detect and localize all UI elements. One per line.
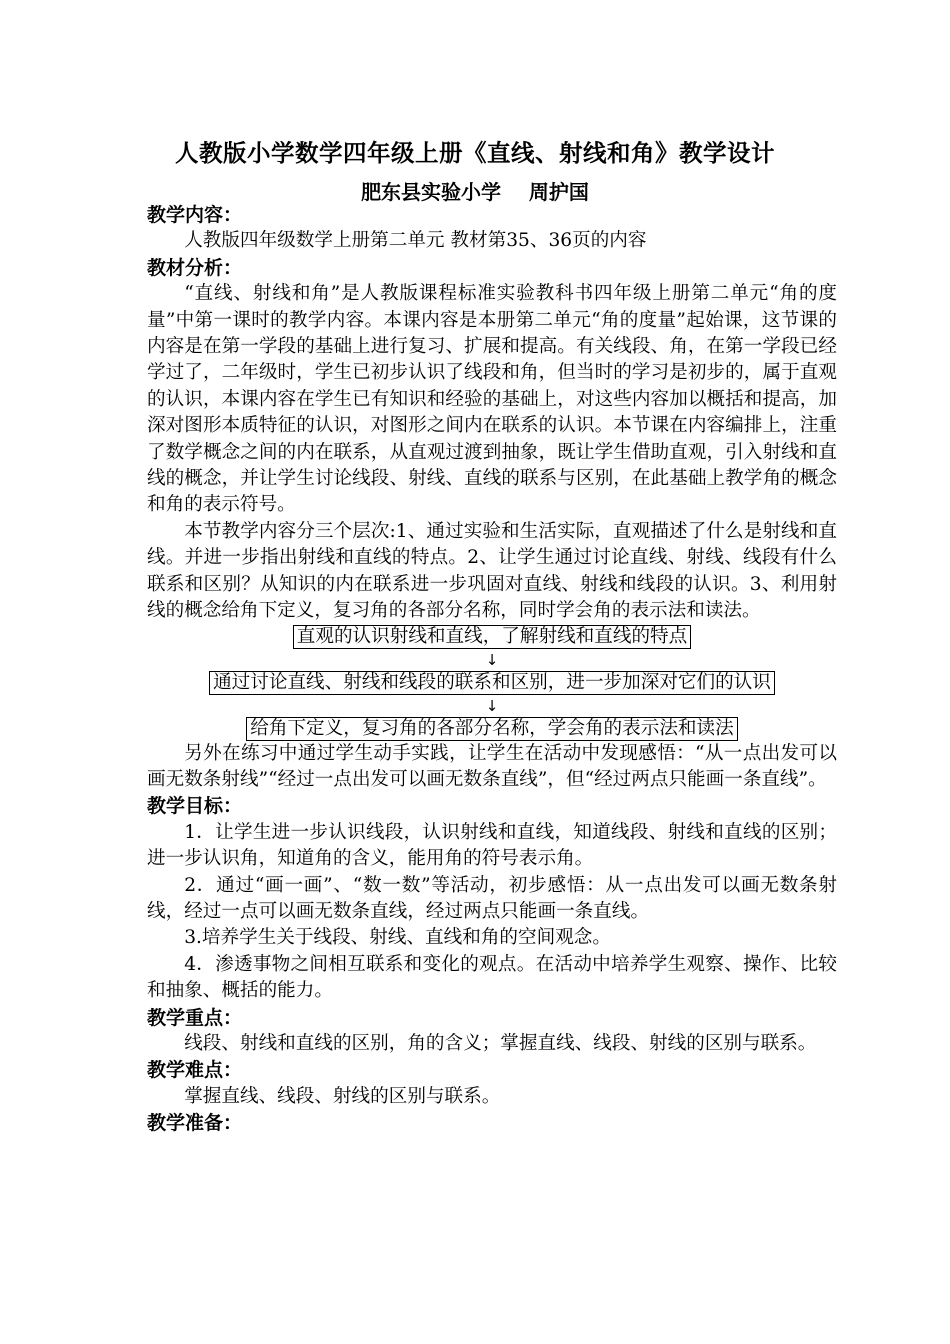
key-points-paragraph: 线段、射线和直线的区别，角的含义；掌握直线、线段、射线的区别与联系。 [184, 1032, 817, 1054]
section-heading-goals: 教学目标： [147, 795, 243, 818]
content-paragraph: 人教版四年级数学上册第二单元 教材第35、36页的内容 [184, 230, 647, 252]
analysis-paragraph-3: 另外在练习中通过学生动手实践，让学生在活动中发现感悟：“从一点出发可以画无数条射线”“经过一点出发可以画无数条直线”，但“经过两点只能画一条直线”。 [147, 742, 837, 790]
section-heading-key-points: 教学重点： [147, 1006, 243, 1029]
section-heading-preparation: 教学准备： [147, 1112, 243, 1135]
document-body [147, 202, 837, 1137]
goal-item-2: 2．通过“画一画”、“数一数”等活动，初步感悟：从一点出发可以画无数条射线，经过一点可以画无数条直线，经过两点只能画一条直线。 [147, 874, 837, 922]
section-heading-analysis: 教材分析： [147, 256, 243, 279]
section-heading-content: 教学内容： [147, 204, 243, 226]
difficulty-paragraph: 掌握直线、线段、射线的区别与联系。 [184, 1085, 501, 1107]
flow-box-3: 给角下定义，复习角的各部分名称，学会角的表示法和读法 [246, 717, 737, 741]
goal-item-4: 4．渗透事物之间相互联系和变化的观点。在活动中培养学生观察、操作、比较和抽象、概括的能力。 [147, 953, 837, 1002]
author-line: 肥东县实验小学 周护国 [361, 180, 589, 204]
flow-box-1: 直观的认识射线和直线，了解射线和直线的特点 [293, 625, 691, 649]
section-heading-difficulty: 教学难点： [147, 1059, 243, 1082]
document-title: 人教版小学数学四年级上册《直线、射线和角》教学设计 [175, 139, 775, 167]
goal-item-1: 1．让学生进一步认识线段，认识射线和直线，知道线段、射线和直线的区别；进一步认识角，知道角的含义，能用角的符号表示角。 [147, 821, 837, 870]
flow-box-2: 通过讨论直线、射线和线段的联系和区别，进一步加深对它们的认识 [209, 671, 775, 695]
analysis-paragraph-2: 本节教学内容分三个层次:1、通过实验和生活实际，直观描述了什么是射线和直线。并进一步指出射线和直线的特点。2、让学生通过讨论直线、射线、线段有什么联系和区别？从知识的内在联系进一步巩固对直线、射线和线段的认识。3、利用射线的概念给角下定义，复习角的各部分名称，同时学会角的表示法和读法。 [147, 520, 837, 622]
goal-item-3: 3.培养学生关于线段、射线、直线和角的空间观念。 [184, 927, 611, 949]
flow-arrow-2: ↓ [485, 696, 499, 715]
flow-arrow-1: ↓ [485, 650, 499, 669]
flow-diagram [147, 625, 837, 741]
analysis-paragraph-1: “直线、射线和角”是人教版课程标准实验教科书四年级上册第二单元“角的度量”中第一课时的教学内容。本课内容是本册第二单元“角的度量”起始课，这节课的内容是在第一学段的基础上进行复习、扩展和提高。有关线段、角，在第一学段已经学过了，二年级时，学生已初步认识了线段和角，但当时的学习是初步的，属于直观的认识，本课内容在学生已有知识和经验的基础上，对这些内容加以概括和提高，加深对图形本质特征的认识，对图形之间内在联系的认识。本节课在内容编排上，注重了数学概念之间的内在联系，从直观过渡到抽象，既让学生借助直观，引入射线和直线的概念，并让学生讨论线段、射线、直线的联系与区别，在此基础上教学角的概念和角的表示符号。 [147, 283, 837, 516]
